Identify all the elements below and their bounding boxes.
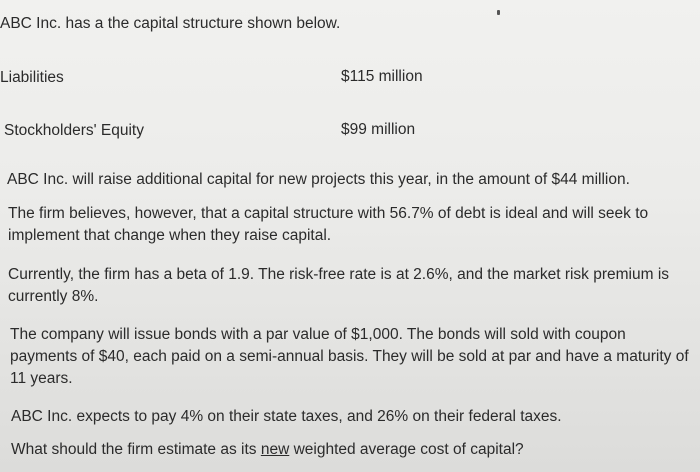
paragraph-line: 11 years. bbox=[10, 370, 73, 387]
paragraph-taxes: ABC Inc. expects to pay 4% on their state taxes, and 26% on their federal taxes. bbox=[11, 408, 562, 425]
speck-mark bbox=[497, 10, 500, 15]
question-text-start: What should the firm estimate as its bbox=[11, 441, 261, 458]
equity-value: $99 million bbox=[341, 121, 416, 138]
liabilities-label: Liabilities bbox=[0, 69, 64, 86]
paragraph-capital-structure bbox=[8, 203, 694, 247]
paragraph-line: The company will issue bonds with a par value of $1,000. The bonds will sold with coupon bbox=[10, 326, 626, 343]
paragraph-line: The firm believes, however, that a capital structure with 56.7% of debt is ideal and will seek to bbox=[8, 205, 649, 222]
question-text bbox=[11, 442, 524, 458]
intro-text: ABC Inc. has a the capital structure shown below. bbox=[0, 15, 341, 32]
paragraph-bonds bbox=[10, 324, 694, 390]
paragraph-line: Currently, the firm has a beta of 1.9. The risk-free rate is at 2.6%, and the market risk premium is bbox=[8, 266, 670, 283]
paragraph-beta bbox=[8, 264, 694, 308]
paragraph-line: payments of $40, each paid on a semi-annual basis. They will be sold at par and have a maturity of bbox=[10, 348, 689, 365]
paragraph-line: currently 8%. bbox=[8, 288, 99, 305]
question-text-end: weighted average cost of capital? bbox=[289, 441, 524, 458]
liabilities-value: $115 million bbox=[341, 68, 423, 85]
paragraph-line: implement that change when they raise capital. bbox=[8, 227, 332, 244]
equity-label: Stockholders' Equity bbox=[4, 122, 144, 139]
question-emphasis: new bbox=[260, 441, 290, 458]
paragraph-new-capital: ABC Inc. will raise additional capital for new projects this year, in the amount of $44 million. bbox=[7, 171, 630, 188]
